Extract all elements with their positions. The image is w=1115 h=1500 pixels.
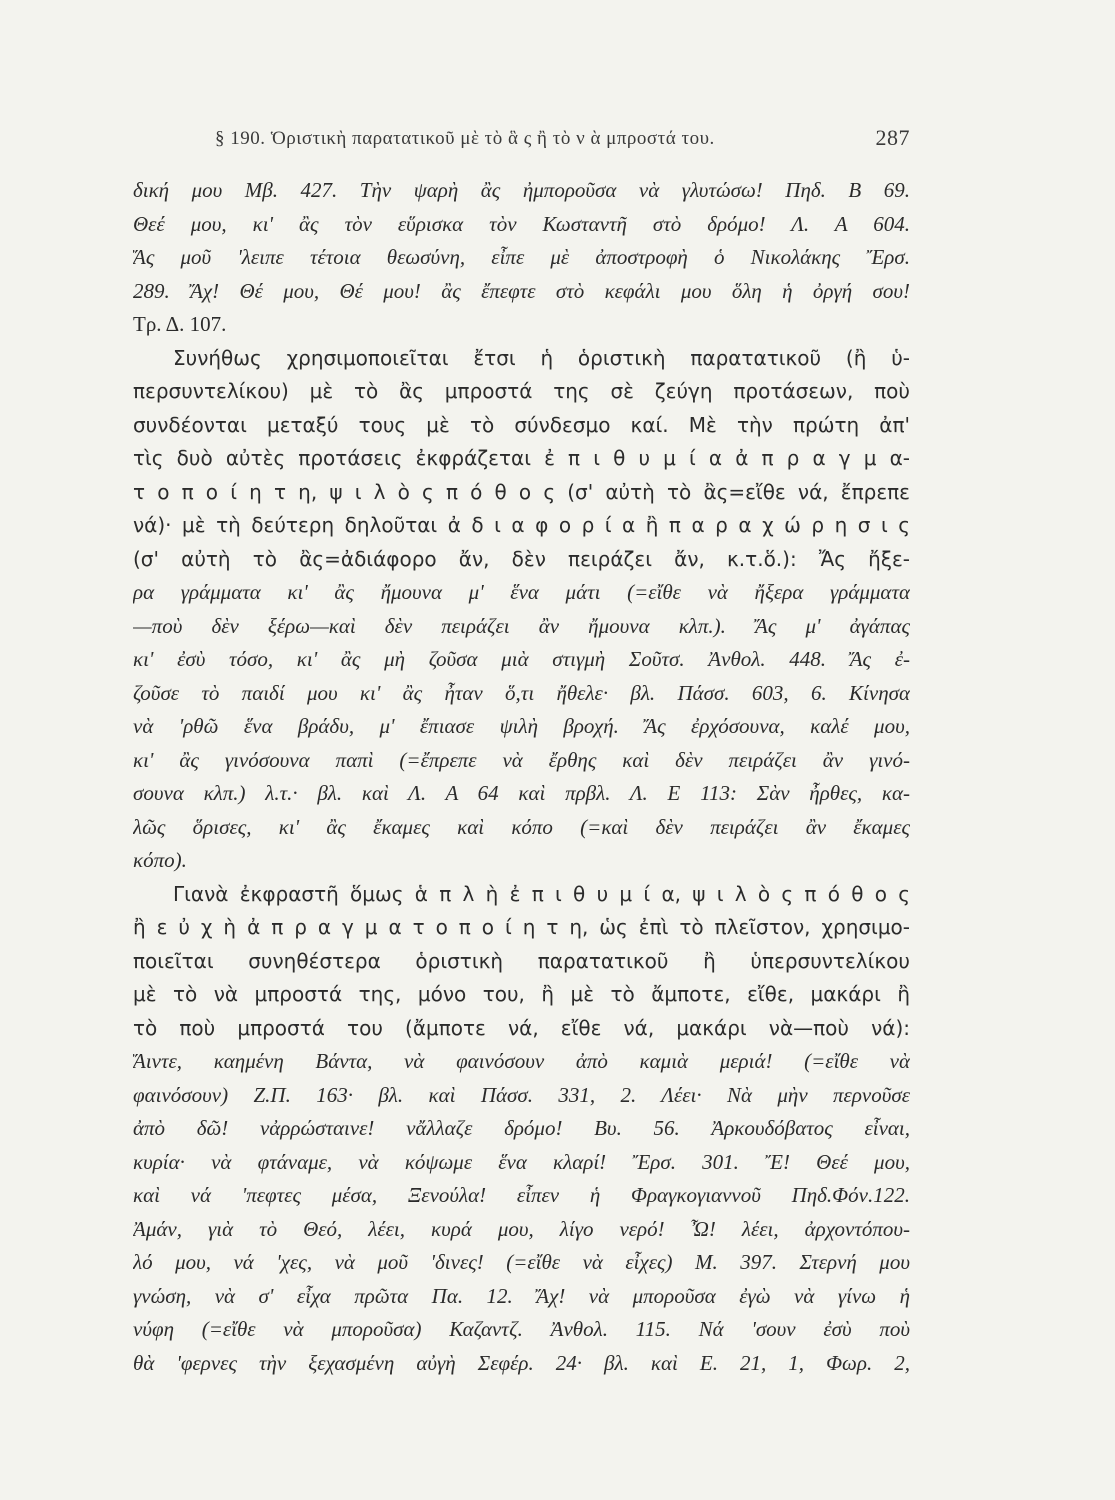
text-line: ζοῦσε τὸ παιδί μου κι' ἂς ἦταν ὅ,τι ἤθελε· βλ. Πάσσ. 603, 6. Κίνησα (133, 680, 910, 705)
text-line: λῶς ὅρισες, κι' ἂς ἔκαμες καὶ κόπο (=καὶ δὲν πειράζει ἂν ἔκαμες (133, 814, 910, 839)
text-line: συνδέονται μεταξύ τους μὲ τὸ σύνδεσμο καί. Μὲ τὴν πρώτη ἀπ' (133, 412, 910, 437)
text-line: τὸ ποὺ μπροστά του (ἄμποτε νά, εἴθε νά, μακάρι νὰ—ποὺ νά): (133, 1015, 910, 1040)
text-line: περσυντελίκου) μὲ τὸ ἂς μπροστά της σὲ ζεύγη προτάσεων, ποὺ (133, 379, 910, 403)
text-line: νὰ 'ρθῶ ἕνα βράδυ, μ' ἔπιασε ψιλὴ βροχή. Ἄς ἐρχόσουνα, καλέ μου, (133, 714, 910, 738)
text-line: ἀπὸ δῶ! νἀρρώσταινε! νἄλλαζε δρόμο! Βυ. 56. Ἀρκουδόβατος εἶναι, (133, 1116, 910, 1140)
text-line: ρα γράμματα κι' ἂς ἤμουνα μ' ἕνα μάτι (=εἴθε νὰ ἤξερα γράμματα (133, 580, 910, 604)
text-line: γνώση, νὰ σ' εἶχα πρῶτα Πα. 12. Ἄχ! νὰ μποροῦσα ἐγὼ νὰ γίνω ἡ (133, 1283, 910, 1308)
text-line: κυρία· νὰ φτάναμε, νὰ κόψωμε ἕνα κλαρί! Ἔρσ. 301. Ἔ! Θεέ μου, (133, 1149, 910, 1174)
text-line: κι' ἐσὺ τόσο, κι' ἂς μὴ ζοῦσα μιὰ στιγμὴ Σοῦτσ. Ἀνθολ. 448. Ἄς ἐ- (133, 647, 910, 671)
text-line: κι' ἂς γινόσουνα παπὶ (=ἔπρεπε νὰ ἔρθης καὶ δὲν πειράζει ἂν γινό- (133, 747, 910, 772)
text-line: νύφη (=εἴθε νὰ μποροῦσα) Καζαντζ. Ἀνθολ. 115. Νά 'σουν ἐσὺ ποὺ (133, 1317, 910, 1341)
text-line: Θεέ μου, κι' ἂς τὸν εὕρισκα τὸν Κωσταντῆ στὸ δρόμο! Λ. Α 604. (133, 211, 910, 236)
text-line: —ποὺ δὲν ξέρω—καὶ δὲν πειράζει ἂν ἤμουνα κλπ.). Ἄς μ' ἀγάπας (133, 613, 910, 638)
text-line: καὶ νά 'πεφτες μέσα, Ξενούλα! εἶπεν ἡ Φραγκογιαννοῦ Πηδ.Φόν.122. (133, 1183, 910, 1207)
running-head (215, 125, 910, 150)
text-line: τ ο π ο ί η τ η, ψ ι λ ὸ ς π ό θ ο ς (σ' αὐτὴ τὸ ἂς=εἴθε νά, ἔπρεπε (133, 479, 910, 504)
text-line: Γιανὰ ἐκφραστῆ ὅμως ἁ π λ ὴ ἐ π ι θ υ μ ί α, ψ ι λ ὸ ς π ό θ ο ς (173, 881, 910, 906)
text-line: 289. Ἄχ! Θέ μου, Θέ μου! ἂς ἔπεφτε στὸ κεφάλι μου ὅλη ἡ ὀργή σου! (133, 278, 910, 303)
text-line: Συνήθως χρησιμοποιεῖται ἔτσι ἡ ὁριστικὴ παρατατικοῦ (ἢ ὑ- (173, 345, 910, 370)
text-line: νά)· μὲ τὴ δεύτερη δηλοῦται ἀ δ ι α φ ο ρ ί α ἢ π α ρ α χ ώ ρ η σ ι ς (133, 513, 910, 537)
text-line: Ἀμάν, γιὰ τὸ Θεό, λέει, κυρά μου, λίγο νερό! Ὦ! λέει, ἀρχοντόπου- (133, 1216, 910, 1241)
text-line: Ἄς μοῦ 'λειπε τέτοια θεωσύνη, εἶπε μὲ ἀποστροφὴ ὁ Νικολάκης Ἔρσ. (133, 245, 910, 269)
page-number: 287 (875, 125, 910, 150)
text-line: ποιεῖται συνηθέστερα ὁριστικὴ παρατατικοῦ ἢ ὑπερσυντελίκου (133, 948, 910, 973)
text-line: σουνα κλπ.) λ.τ.· βλ. καὶ Λ. Α 64 καὶ πρβλ. Λ. Ε 113: Σὰν ἦρθες, κα- (133, 781, 910, 805)
body-text (133, 174, 910, 1380)
text-line: λό μου, νά 'χες, νὰ μοῦ 'δινες! (=εἴθε νὰ εἶχες) Μ. 397. Στερνή μου (133, 1250, 910, 1274)
text-line: κόπο). (133, 848, 187, 872)
text-line: δική μου Μβ. 427. Τὴν ψαρὴ ἂς ἠμποροῦσα νὰ γλυτώσω! Πηδ. Β 69. (133, 178, 910, 202)
text-line: τὶς δυὸ αὐτὲς προτάσεις ἐκφράζεται ἐ π ι θ υ μ ί α ἀ π ρ α γ μ α- (133, 446, 910, 470)
text-line: ἢ ε ὐ χ ὴ ἀ π ρ α γ μ α τ ο π ο ί η τ η, ὡς ἐπὶ τὸ πλεῖστον, χρησιμο- (133, 915, 910, 939)
text-line: Τρ. Δ. 107. (133, 312, 227, 336)
text-line: μὲ τὸ νὰ μπροστά της, μόνο του, ἢ μὲ τὸ ἄμποτε, εἴθε, μακάρι ἢ (133, 982, 910, 1006)
text-line: φαινόσουν) Ζ.Π. 163· βλ. καὶ Πάσσ. 331, 2. Λέει· Νὰ μὴν περνοῦσε (133, 1082, 910, 1107)
text-line: Ἄιντε, καημένη Βάντα, νὰ φαινόσουν ἀπὸ καμιὰ μεριά! (=εἴθε νὰ (133, 1049, 910, 1073)
text-line: θὰ 'φερνες τὴν ξεχασμένη αὐγὴ Σεφέρ. 24· βλ. καὶ Ε. 21, 1, Φωρ. 2, (133, 1350, 910, 1375)
text-line: (σ' αὐτὴ τὸ ἂς=ἀδιάφορο ἄν, δὲν πειράζει ἄν, κ.τ.ὅ.): Ἄς ἤξε- (133, 546, 910, 571)
section-heading: § 190. Ὁριστικὴ παρατατικοῦ μὲ τὸ ἃ ς ἢ τὸ ν ὰ μπροστά του. (215, 128, 715, 149)
